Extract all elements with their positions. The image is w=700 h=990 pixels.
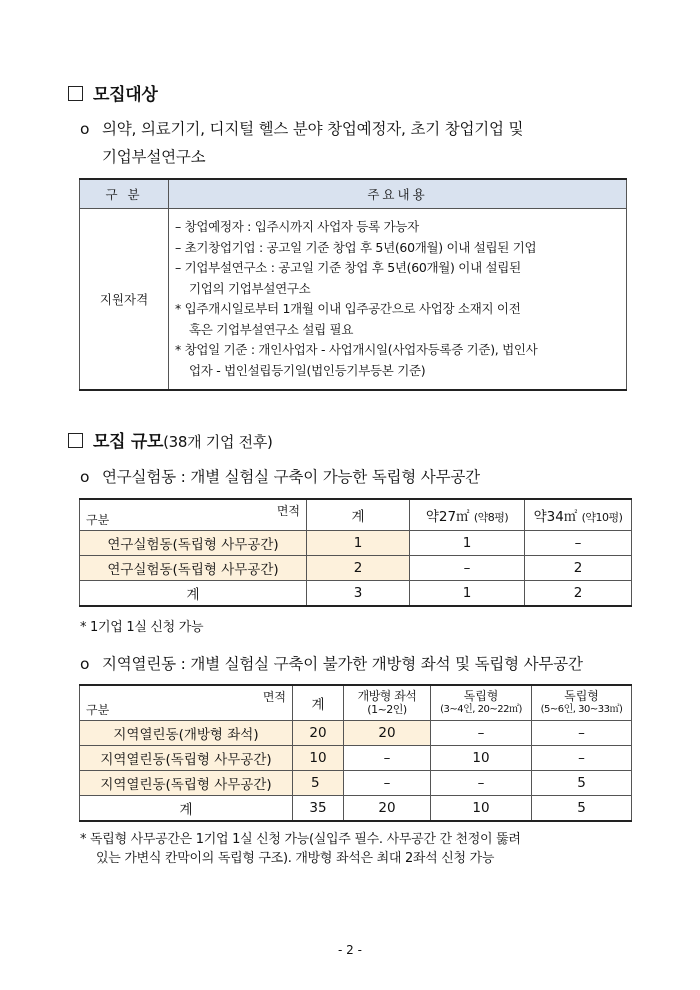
row-value: 1 [410,531,525,556]
bullet-open-building [80,650,583,678]
row-category: 연구실험동(독립형 사무공간) [80,531,307,556]
circle-bullet-icon: o [80,120,90,138]
note-text-cont: 있는 가변식 칸막이의 독립형 구조). 개방형 좌석은 최대 2좌석 신청 가능 [96,851,495,866]
circle-bullet-icon: o [80,655,90,673]
row-category: 지역열린동(독립형 사무공간) [80,771,293,796]
row-total: 20 [293,721,344,746]
checkbox-square-icon [68,433,83,448]
total-value: 2 [525,581,632,607]
row-category: 지역열린동(개방형 좌석) [80,721,293,746]
row-value: – [431,771,532,796]
eligibility-table [79,178,627,391]
bullet-text-cont: 기업부설연구소 [102,148,206,166]
content-line: 업자 - 법인설립등기일(법인등기부등본 기준) [189,362,426,378]
row-total: 10 [293,746,344,771]
diag-top-label: 면적 [276,504,300,518]
note-one-room [80,616,203,635]
asterisk-icon: * [80,620,91,635]
diag-bottom-label: 구분 [86,513,110,527]
content-line: 기업의 기업부설연구소 [189,280,311,296]
row-total: 1 [307,531,410,556]
header-main: 약34㎡ [533,509,578,525]
total-value: 20 [344,796,431,822]
diag-bottom-label: 구분 [86,703,110,717]
row-value: 10 [431,746,532,771]
header-col-c [532,685,632,721]
note-text: 1기업 1실 신청 가능 [90,620,204,635]
table-row [80,721,632,746]
header-sub: (3~4인, 20~22㎡) [440,704,522,715]
table-row [80,556,632,581]
section-title-sub: (38개 기업 전후) [163,433,273,451]
total-label: 계 [80,796,293,822]
table-header-category: 구 분 [80,179,169,209]
open-building-table [79,684,632,822]
table-row [80,771,632,796]
row-value: – [532,721,632,746]
bullet-recruit-target [80,115,640,171]
research-building-table [79,498,632,607]
row-value: 2 [525,556,632,581]
bullet-research-building [80,463,480,491]
section-title: 모집대상 [93,85,158,105]
total-value: 10 [431,796,532,822]
total-row [80,581,632,607]
header-main: 독립형 [564,689,599,703]
row-value: – [532,746,632,771]
row-label-eligibility: 지원자격 [80,209,169,391]
total-value: 5 [532,796,632,822]
header-sub: (약10평) [581,511,623,524]
circle-bullet-icon: o [80,468,90,486]
total-value: 35 [293,796,344,822]
diag-top-label: 면적 [262,690,286,704]
header-sub: (5~6인, 30~33㎡) [540,704,623,715]
section-heading-recruit-scale [68,427,273,452]
note-open-seat [80,830,640,868]
header-col-a [410,499,525,531]
table-header-content: 주요내용 [169,179,627,209]
bullet-text: 지역열린동 : 개별 실험실 구축이 불가한 개방형 좌석 및 독립형 사무공간 [102,655,583,673]
diagonal-header-cell [80,499,307,531]
eligibility-content [169,209,627,391]
table-row [80,746,632,771]
header-main: 개방형 좌석 [357,689,417,703]
total-value: 3 [307,581,410,607]
content-line: * 창업일 기준 : 개인사업자 - 사업개시일(사업자등록증 기준), 법인사 [175,342,538,357]
checkbox-square-icon [68,86,83,101]
content-line: – 초기창업기업 : 공고일 기준 창업 후 5년(60개월) 이내 설립된 기업 [175,239,537,255]
header-main: 약27㎡ [425,509,470,525]
header-main: 독립형 [463,689,499,703]
content-line: – 창업예정자 : 입주시까지 사업자 등록 가능자 [175,219,419,234]
section-heading-recruit-target [68,80,158,105]
row-category: 지역열린동(독립형 사무공간) [80,746,293,771]
header-sub: (1~2인) [367,703,407,716]
page-number: - 2 - [338,943,362,957]
content-line: * 입주개시일로부터 1개월 이내 입주공간으로 사업장 소재지 이전 [175,301,521,316]
header-total: 계 [307,499,410,531]
section-title: 모집 규모 [93,432,164,452]
row-value: 5 [532,771,632,796]
asterisk-icon: * [80,832,91,847]
row-value: – [344,746,431,771]
total-label: 계 [80,581,307,607]
header-col-b [431,685,532,721]
row-total: 2 [307,556,410,581]
table-row [80,531,632,556]
bullet-text: 연구실험동 : 개별 실험실 구축이 가능한 독립형 사무공간 [102,468,480,486]
content-line: 혹은 기업부설연구소 설립 필요 [189,321,354,337]
row-value: – [410,556,525,581]
header-col-b [525,499,632,531]
header-sub: (약8평) [473,511,509,524]
content-line: – 기업부설연구소 : 공고일 기준 창업 후 5년(60개월) 이내 설립된 [175,260,521,275]
row-value: – [431,721,532,746]
bullet-text: 의약, 의료기기, 디지털 헬스 분야 창업예정자, 초기 창업기업 및 [102,120,524,138]
header-total: 계 [293,685,344,721]
row-value: – [525,531,632,556]
note-text: 독립형 사무공간은 1기업 1실 신청 가능(실입주 필수. 사무공간 간 천정이 뚫려 [90,832,521,847]
row-total: 5 [293,771,344,796]
total-value: 1 [410,581,525,607]
row-value: – [344,771,431,796]
diagonal-header-cell [80,685,293,721]
row-value: 20 [344,721,431,746]
row-category: 연구실험동(독립형 사무공간) [80,556,307,581]
header-col-a [344,685,431,721]
total-row [80,796,632,822]
